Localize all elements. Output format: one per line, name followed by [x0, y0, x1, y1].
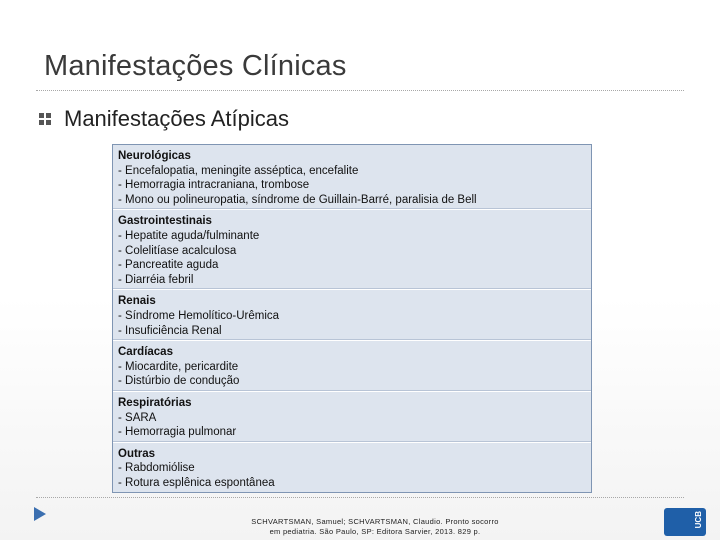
section-item: - Mono ou polineuropatia, síndrome de Guillain-Barré, paralisia de Bell — [118, 193, 477, 206]
square-bullet-icon — [38, 112, 52, 126]
section-item: - SARA — [118, 411, 157, 424]
section-item: - Pancreatite aguda — [118, 259, 219, 272]
section-item: - Síndrome Hemolítico-Urêmica — [118, 309, 280, 322]
section-item: - Distúrbio de condução — [118, 375, 240, 388]
section-item: - Rabdomiólise — [118, 462, 195, 475]
citation-line-1: SCHVARTSMAN, Samuel; SCHVARTSMAN, Claudio. Pronto socorro — [251, 517, 499, 526]
section-title: Respiratórias — [118, 396, 192, 409]
section-item: - Miocardite, pericardite — [118, 360, 239, 373]
section-title: Outras — [118, 447, 156, 460]
section-item: - Encefalopatia, meningite asséptica, encefalite — [118, 164, 359, 177]
section-item: - Insuficiência Renal — [118, 324, 222, 337]
table-section — [113, 145, 591, 210]
manifestations-table — [112, 144, 592, 493]
logo-text: UCB — [694, 511, 703, 529]
subtitle-row — [38, 104, 289, 134]
section-title: Gastrointestinais — [118, 215, 212, 228]
citation — [230, 517, 520, 537]
table-section — [113, 210, 591, 290]
footer-divider — [36, 497, 684, 498]
section-item: - Hemorragia pulmonar — [118, 426, 237, 439]
title-divider — [36, 90, 684, 91]
section-item: - Hepatite aguda/fulminante — [118, 229, 260, 242]
section-title: Neurológicas — [118, 150, 191, 162]
slide-title: Manifestações Clínicas — [44, 50, 347, 82]
table-section — [113, 392, 591, 443]
table-section — [113, 443, 591, 493]
section-item: - Colelitíase acalculosa — [118, 244, 237, 257]
ucb-logo — [664, 508, 706, 536]
play-arrow-icon[interactable] — [33, 506, 47, 522]
table-section — [113, 290, 591, 341]
citation-line-2: em pediatria. São Paulo, SP: Editora Sarvier, 2013. 829 p. — [269, 527, 481, 536]
section-title: Renais — [118, 295, 156, 308]
section-item: - Hemorragia intracraniana, trombose — [118, 179, 310, 192]
slide-subtitle: Manifestações Atípicas — [64, 106, 290, 131]
section-item: - Diarréia febril — [118, 273, 194, 286]
section-item: - Rotura esplênica espontânea — [118, 476, 275, 489]
table-section — [113, 341, 591, 392]
section-title: Cardíacas — [118, 346, 173, 359]
